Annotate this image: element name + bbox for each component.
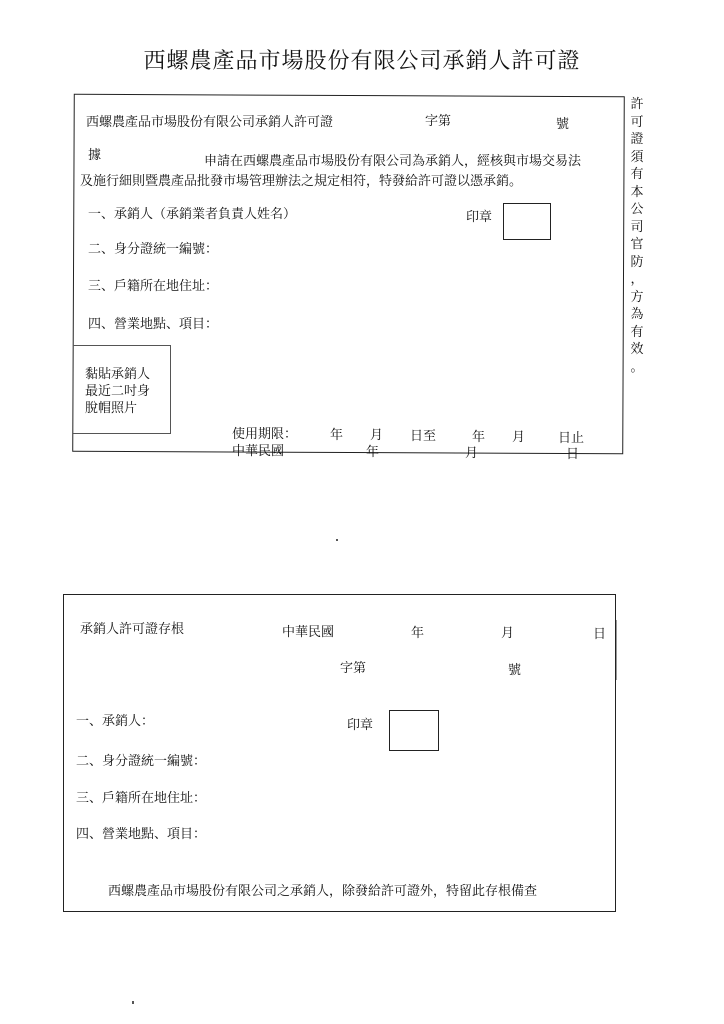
side-note-char: 有 [630,324,644,340]
photo-line-3: 脫帽照片 [85,401,138,416]
permit-body-line-1: 申請在西螺農產品市場股份有限公司為承銷人，經核與市場交易法 [204,154,582,169]
side-note-char: 司 [630,219,644,235]
validity-end-day: 日止 [558,431,585,446]
scan-edge-mark [616,620,617,680]
side-note-char: 。 [630,359,644,375]
permit-header-label: 西螺農產品市場股份有限公司承銷人許可證 [86,115,334,130]
permit-seal-box [503,203,551,240]
side-note-char: ， [630,272,644,287]
page-title: 西螺農產品市場股份有限公司承銷人許可證 [143,49,581,74]
photo-placeholder-box [73,345,171,434]
side-note-char: 效 [630,342,644,357]
side-note-char: 須 [630,149,644,165]
permit-issue-year: 年 [366,445,380,460]
permit-issue-day: 日 [566,447,580,462]
validity-start-month: 月 [370,428,384,443]
stub-day: 日 [593,627,607,642]
permit-issue-month: 月 [465,446,479,461]
validity-start-year: 年 [330,428,344,443]
side-note-char: 許 [630,97,644,112]
stub-month: 月 [501,626,515,641]
stub-roc-label: 中華民國 [282,625,335,640]
side-note-char: 防 [630,254,644,270]
stub-year: 年 [411,626,425,641]
photo-line-1: 黏貼承銷人 [85,367,151,382]
scan-speck [336,539,338,541]
permit-basis-prefix: 據 [88,148,102,163]
stub-footer-note: 西螺農產品市場股份有限公司之承銷人，除發給許可證外，特留此存根備查 [108,884,538,899]
photo-line-2: 最近二吋身 [85,384,151,399]
side-note-vertical [628,96,646,376]
side-note-char: 官 [630,237,644,252]
permit-item-business-location: 四、營業地點、項目： [88,317,219,332]
permit-item-household-address: 三、戶籍所在地住址： [88,279,219,294]
scan-speck [132,1001,134,1004]
side-note-char: 有 [630,167,644,182]
stub-number-suffix: 號 [508,663,522,678]
stub-seal-label: 印章 [347,718,374,733]
validity-start-day-to: 日至 [410,429,437,444]
validity-end-month: 月 [512,430,526,445]
stub-item-licensee: 一、承銷人： [76,714,155,729]
side-note-char: 證 [630,132,644,147]
stub-item-id-number: 二、身分證統一編號： [76,754,207,769]
permit-roc-label: 中華民國 [232,444,285,459]
stub-word-no-label: 字第 [340,661,367,676]
stub-header-label: 承銷人許可證存根 [80,622,185,637]
permit-body-line-2: 及施行細則暨農產品批發市場管理辦法之規定相符，特發給許可證以憑承銷。 [80,174,523,189]
side-note-char: 方 [630,289,644,305]
permit-seal-label: 印章 [466,210,493,225]
validity-end-year: 年 [472,430,486,445]
permit-item-id-number: 二、身分證統一編號： [88,242,219,257]
permit-word-no-label: 字第 [425,114,452,129]
side-note-char: 公 [630,202,644,217]
side-note-char: 為 [630,307,644,322]
permit-number-suffix: 號 [556,117,570,132]
stub-seal-box [389,710,439,751]
side-note-char: 本 [630,184,644,200]
stub-item-household-address: 三、戶籍所在地住址： [76,791,207,806]
stub-item-business-location: 四、營業地點、項目： [76,827,207,842]
side-note-char: 可 [630,114,644,130]
validity-label: 使用期限： [232,427,298,442]
permit-item-licensee-name: 一、承銷人（承銷業者負責人姓名） [88,207,297,222]
